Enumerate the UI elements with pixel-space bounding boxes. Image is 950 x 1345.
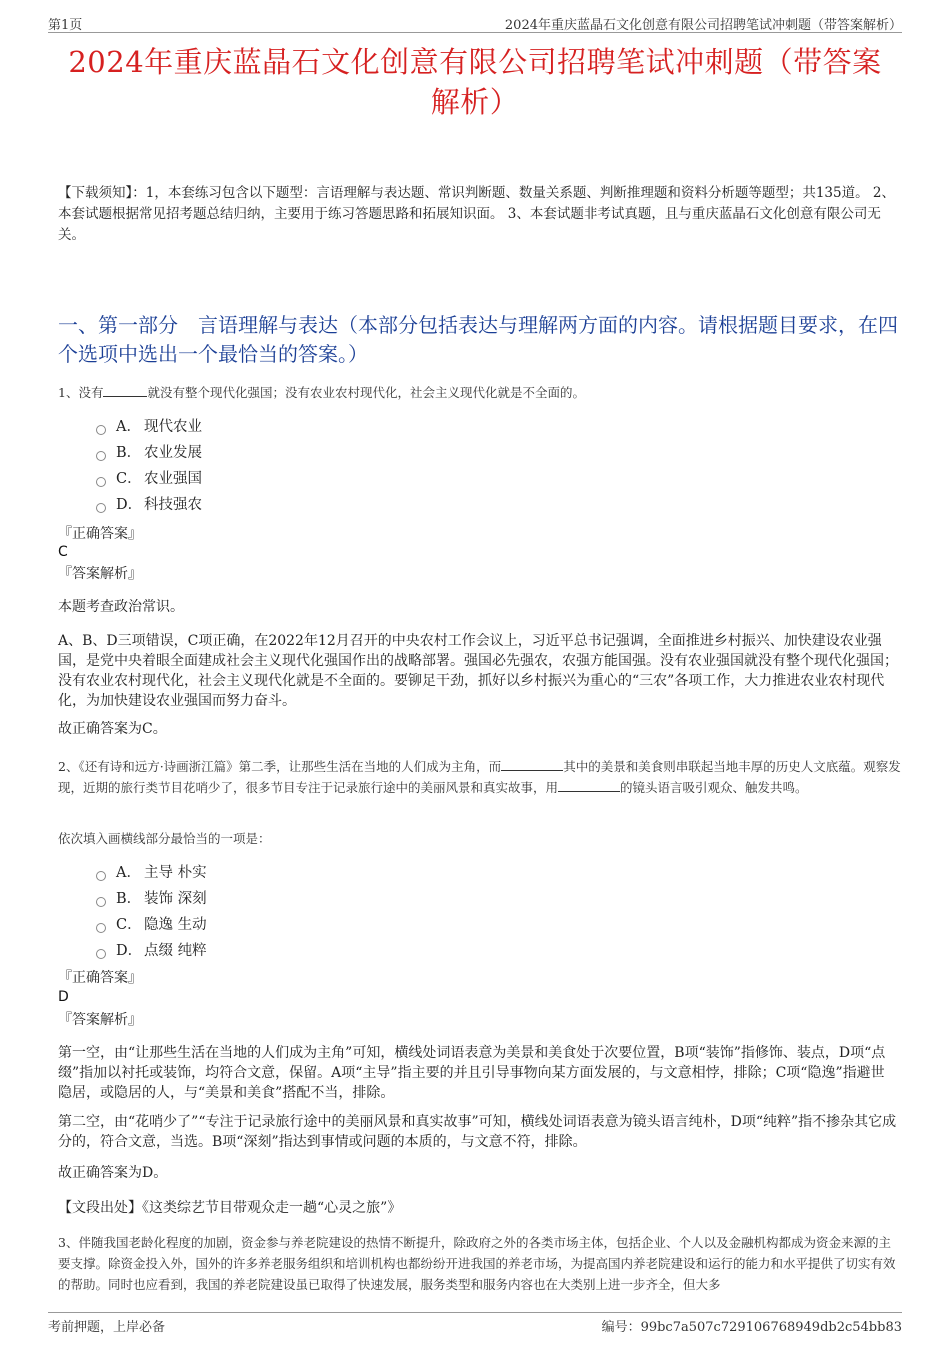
option-letter: C． — [116, 471, 142, 487]
question-3-stem: 3、伴随我国老龄化程度的加剧，资金参与养老院建设的热情不断提升，除政府之外的各类市场主体，包括企业、个人以及金融机构都成为资金来源的主要支撑。除资金投入外，国外的许多养老服务组织和培训机构也都纷纷开进我国的养老市场，为提高国内养老院建设和运行的能力和水平提供了切实有效的帮助。同时也应看到，我国的养老院建设虽已取得了快速发展，服务类型和服务内容也在大类别上进一步齐全，但大多 — [58, 1235, 896, 1292]
analysis-label: 『答案解析』 — [58, 566, 142, 582]
question-1-stem — [58, 382, 902, 403]
text-source: 【文段出处】《这类综艺节目带观众走一趟“心灵之旅”》 — [58, 1200, 402, 1216]
option-c[interactable] — [96, 912, 207, 938]
option-letter: C． — [116, 917, 142, 933]
analysis-paragraph: 本题考查政治常识。 — [58, 599, 184, 615]
radio-icon[interactable] — [96, 923, 106, 933]
question-1-options — [96, 414, 202, 518]
option-text: 隐逸 生动 — [144, 917, 207, 933]
option-text: 农业发展 — [144, 445, 202, 461]
download-notice: 【下载须知】：1，本套练习包含以下题型：言语理解与表达题、常识判断题、数量关系题、判断推理题和资料分析题等题型；共135道。 2、本套试题根据常见招考题总结归纳，主要用于练习答题思路和拓展知识面。 3、本套试题非考试真题，且与重庆蓝晶石文化创意有限公司无关。 — [58, 185, 895, 243]
page-number: 第1页 — [48, 18, 83, 33]
section-heading: 一、第一部分 言语理解与表达（本部分包括表达与理解两方面的内容。请根据题目要求，在四个选项中选出一个最恰当的答案。） — [58, 313, 898, 366]
radio-icon[interactable] — [96, 425, 106, 435]
question-1-stem-after: 就没有整个现代化强国；没有农业农村现代化，社会主义现代化就是不全面的。 — [147, 385, 585, 400]
option-letter: D． — [116, 497, 143, 513]
option-b[interactable] — [96, 440, 202, 466]
fill-blank — [558, 778, 620, 792]
analysis-conclusion: 故正确答案为C。 — [58, 721, 167, 737]
radio-icon[interactable] — [96, 503, 106, 513]
option-d[interactable] — [96, 492, 202, 518]
option-text: 科技强农 — [144, 497, 202, 513]
footer-slogan: 考前押题，上岸必备 — [48, 1320, 166, 1335]
option-letter: D． — [116, 943, 143, 959]
fill-blank — [501, 757, 563, 771]
radio-icon[interactable] — [96, 897, 106, 907]
page-header — [48, 12, 902, 33]
fill-blank — [103, 383, 147, 397]
question-2-options — [96, 860, 207, 964]
option-c[interactable] — [96, 466, 202, 492]
option-text: 装饰 深刻 — [144, 891, 207, 907]
analysis-label: 『答案解析』 — [58, 1012, 142, 1028]
analysis-conclusion: 故正确答案为D。 — [58, 1165, 168, 1181]
option-letter: A． — [116, 865, 141, 881]
analysis-paragraph: 第一空，由“让那些生活在当地的人们成为主角”可知，横线处词语表意为美景和美食处于次要位置，B项“装饰”指修饰、装点，D项“点缀”指加以衬托或装饰，均符合文意，保留。A项“主导”指主要的并且引导事物向某方面发展的，与文意相悖，排除；C项“隐逸”指避世隐居，或隐居的人，与“美景和美食”搭配不当，排除。 — [58, 1045, 886, 1101]
option-b[interactable] — [96, 886, 207, 912]
option-letter: B． — [116, 891, 142, 907]
analysis-paragraph: A、B、D三项错误，C项正确，在2022年12月召开的中央农村工作会议上，习近平总书记强调，全面推进乡村振兴、加快建设农业强国，是党中央着眼全面建成社会主义现代化强国作出的战略部署。强国必先强农，农强方能国强。没有农业强国就没有整个现代化强国；没有农业农村现代化，社会主义现代化就是不全面的。要铆足干劲，抓好以乡村振兴为重心的“三农”各项工作，大力推进农业农村现代化，为加快建设农业强国而努力奋斗。 — [58, 633, 898, 709]
analysis-paragraph: 第二空，由“花哨少了”“专注于记录旅行途中的美丽风景和真实故事”可知，横线处词语表意为镜头语言纯朴，D项“纯粹”指不掺杂其它成分的，符合文意，当选。B项“深刻”指达到事情或问题的本质的，与文意不符，排除。 — [58, 1114, 897, 1150]
radio-icon[interactable] — [96, 451, 106, 461]
correct-answer-label: 『正确答案』 — [58, 526, 142, 542]
option-letter: B． — [116, 445, 142, 461]
question-2-stem-part: 2、《还有诗和远方·诗画浙江篇》第二季，让那些生活在当地的人们成为主角，而 — [58, 759, 502, 774]
page-footer — [48, 1312, 902, 1337]
option-letter: A． — [116, 419, 141, 435]
radio-icon[interactable] — [96, 949, 106, 959]
radio-icon[interactable] — [96, 477, 106, 487]
option-text: 主导 朴实 — [144, 865, 207, 881]
option-a[interactable] — [96, 414, 202, 440]
option-text: 现代农业 — [144, 419, 202, 435]
correct-answer-label: 『正确答案』 — [58, 970, 142, 986]
correct-answer-value: C — [58, 544, 68, 560]
question-2-prompt: 依次填入画横线部分最恰当的一项是： — [58, 831, 271, 846]
radio-icon[interactable] — [96, 871, 106, 881]
question-2-stem-part: 的镜头语言吸引观众、触发共鸣。 — [620, 780, 808, 795]
footer-doc-id: 编号：99bc7a507c729106768949db2c54bb83 — [601, 1320, 902, 1335]
option-d[interactable] — [96, 938, 207, 964]
correct-answer-value: D — [58, 989, 69, 1005]
option-a[interactable] — [96, 860, 207, 886]
document-title: 2024年重庆蓝晶石文化创意有限公司招聘笔试冲刺题（带答案解析） — [68, 45, 882, 119]
header-doc-title: 2024年重庆蓝晶石文化创意有限公司招聘笔试冲刺题（带答案解析） — [504, 18, 902, 33]
option-text: 点缀 纯粹 — [144, 943, 207, 959]
question-2-stem-part: 其中的美景和美食则串联起当地丰厚的历史人文底蕴。观察发现，近期的旅行类节目花哨少了，很多节目专注于记录旅行途中的美丽风景和真实故事，用 — [58, 759, 901, 795]
option-text: 农业强国 — [144, 471, 202, 487]
question-1-stem-before: 1、没有 — [58, 385, 104, 400]
question-2-stem — [58, 756, 902, 798]
